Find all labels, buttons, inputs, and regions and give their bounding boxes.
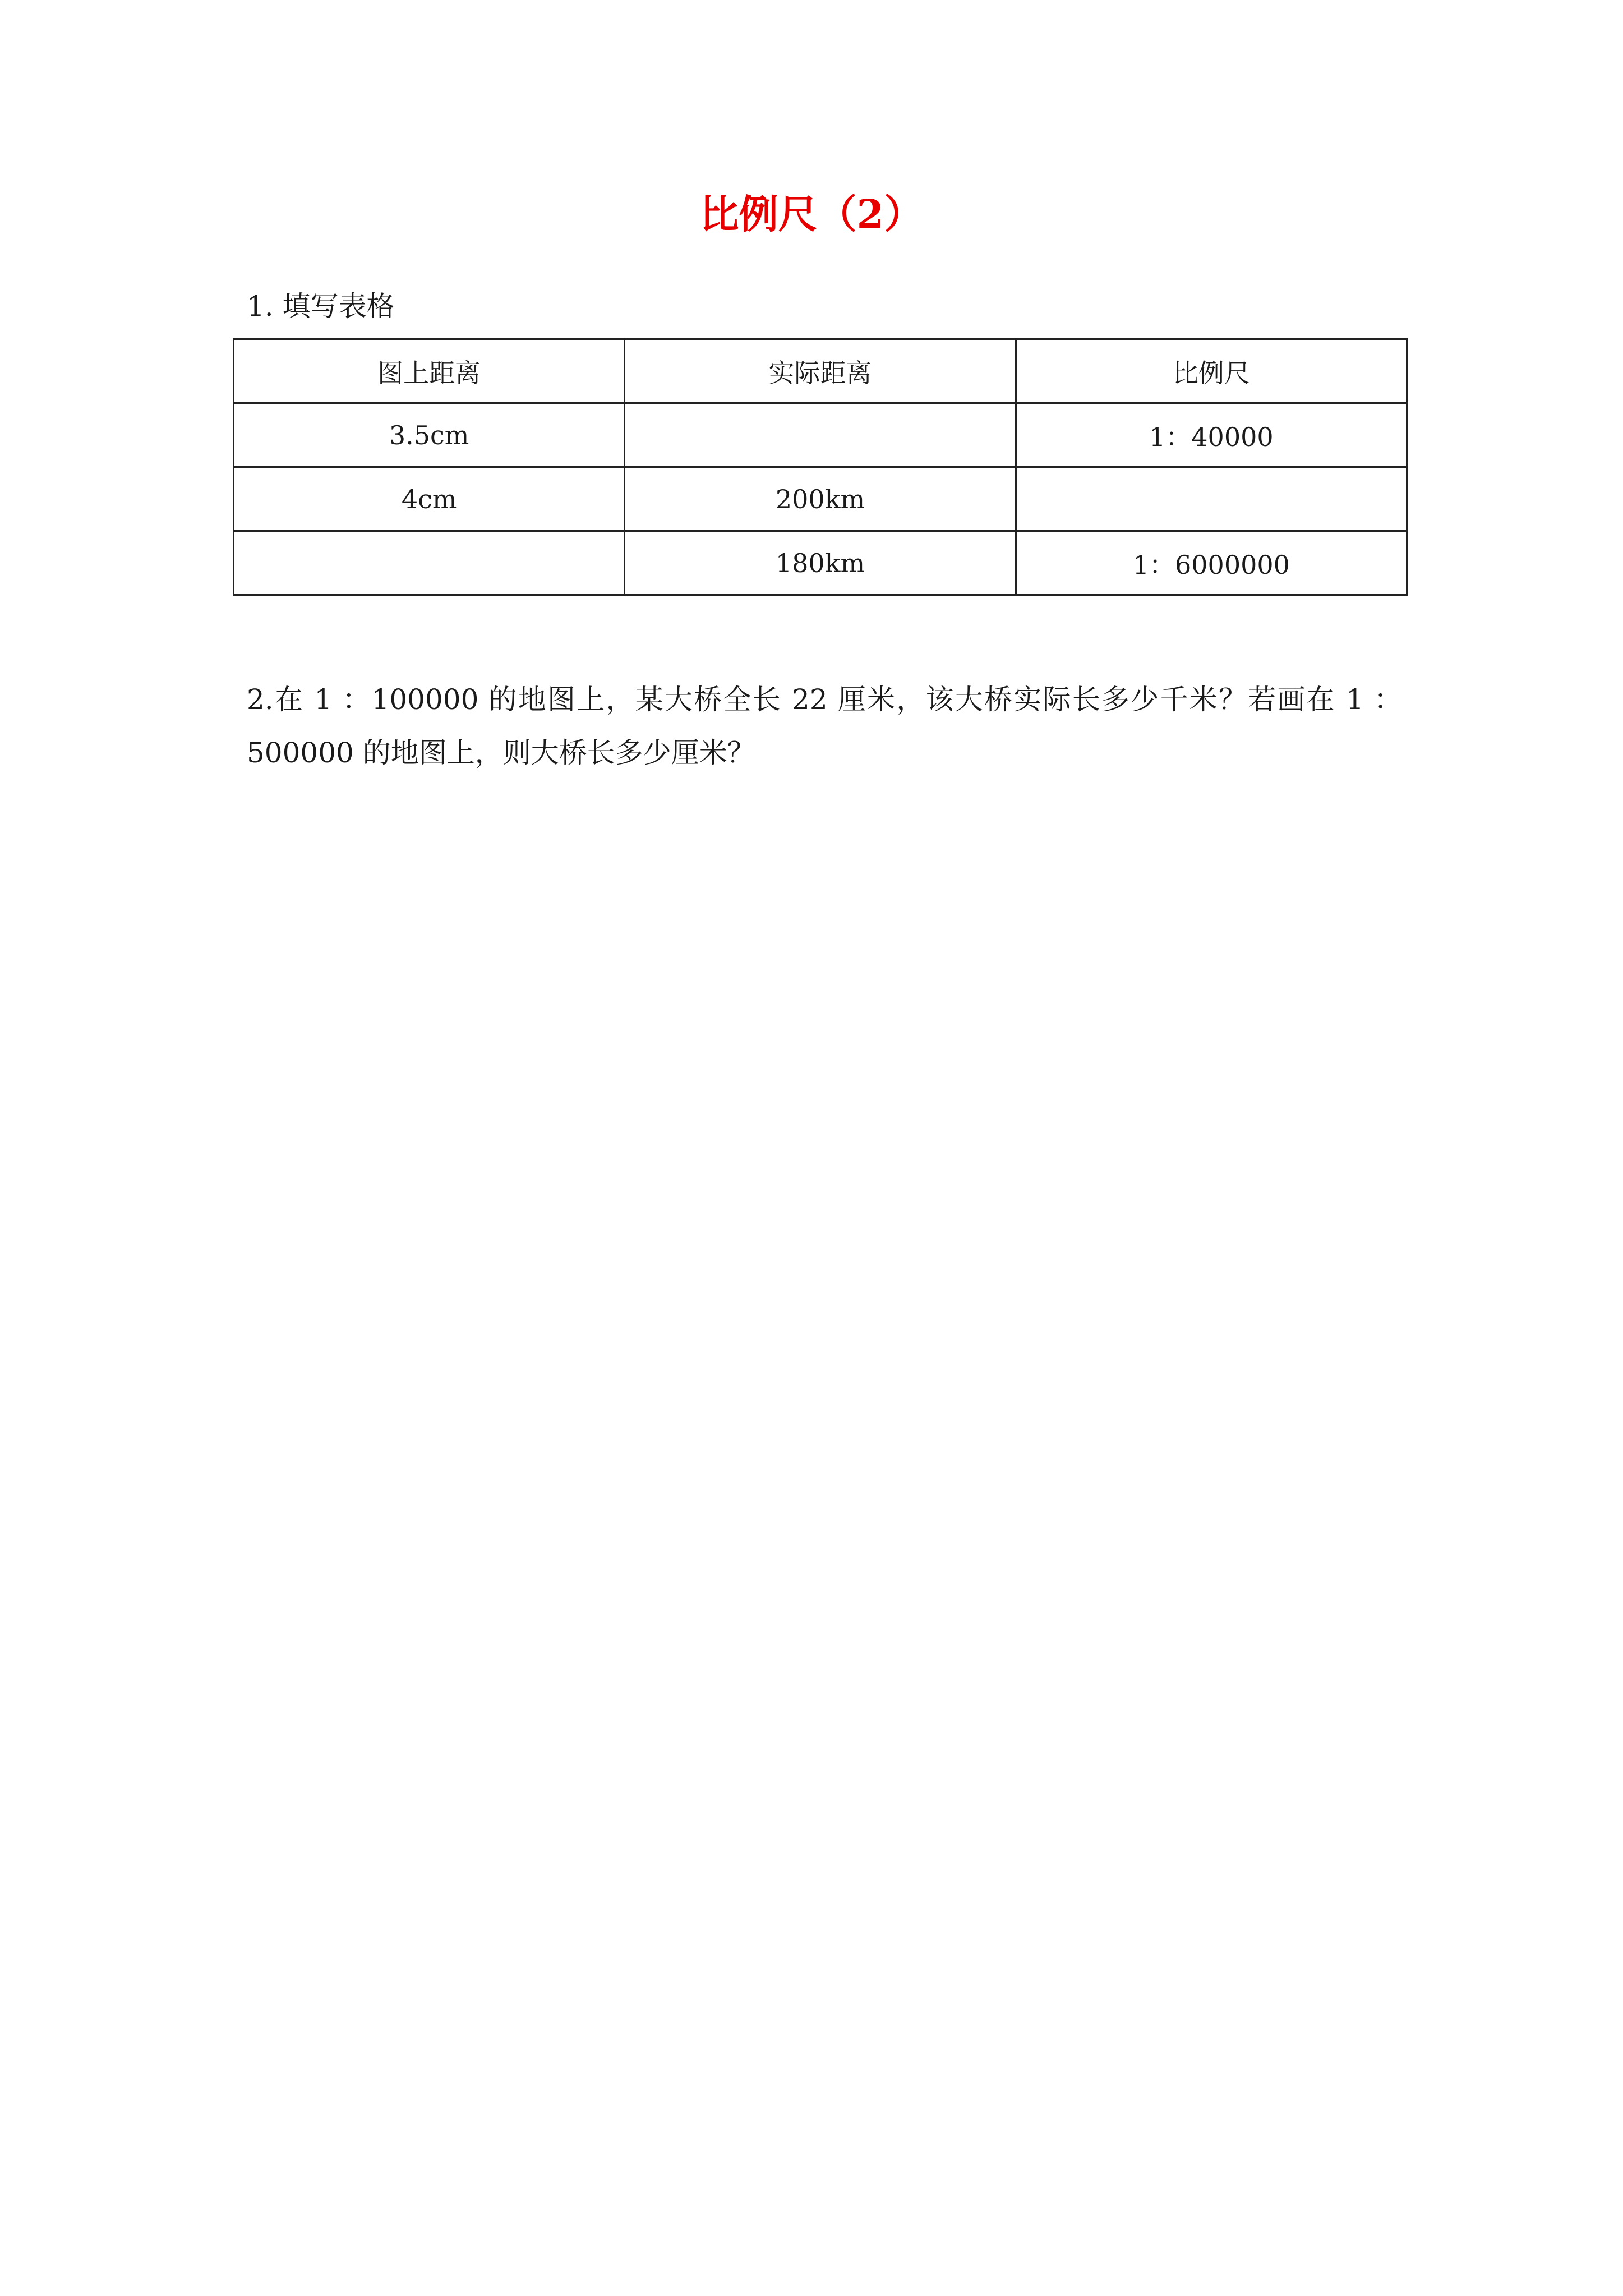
table-cell-blank[interactable] (234, 531, 625, 595)
header-map-distance: 图上距离 (234, 339, 625, 403)
table-cell: 3.5cm (234, 403, 625, 467)
table-cell-blank[interactable] (625, 403, 1016, 467)
table-header-row (234, 339, 1407, 403)
header-actual-distance: 实际距离 (625, 339, 1016, 403)
table-cell: 1：40000 (1016, 403, 1407, 467)
header-scale: 比例尺 (1016, 339, 1407, 403)
page-title: 比例尺（2） (699, 191, 924, 237)
table-row (234, 531, 1407, 595)
table-row (234, 467, 1407, 531)
table-cell: 1：6000000 (1016, 531, 1407, 595)
scale-table (233, 338, 1408, 596)
question-2-text: 2.在 1 ：100000 的地图上，某大桥全长 22 厘米，该大桥实际长多少千米？若画在 1 ：500000 的地图上，则大桥长多少厘米？ (247, 683, 1402, 769)
table-cell: 180km (625, 531, 1016, 595)
table-cell: 4cm (234, 467, 625, 531)
table-row (234, 403, 1407, 467)
table-cell: 200km (625, 467, 1016, 531)
table-cell-blank[interactable] (1016, 467, 1407, 531)
question-1-label: 1. 填写表格 (247, 290, 395, 323)
